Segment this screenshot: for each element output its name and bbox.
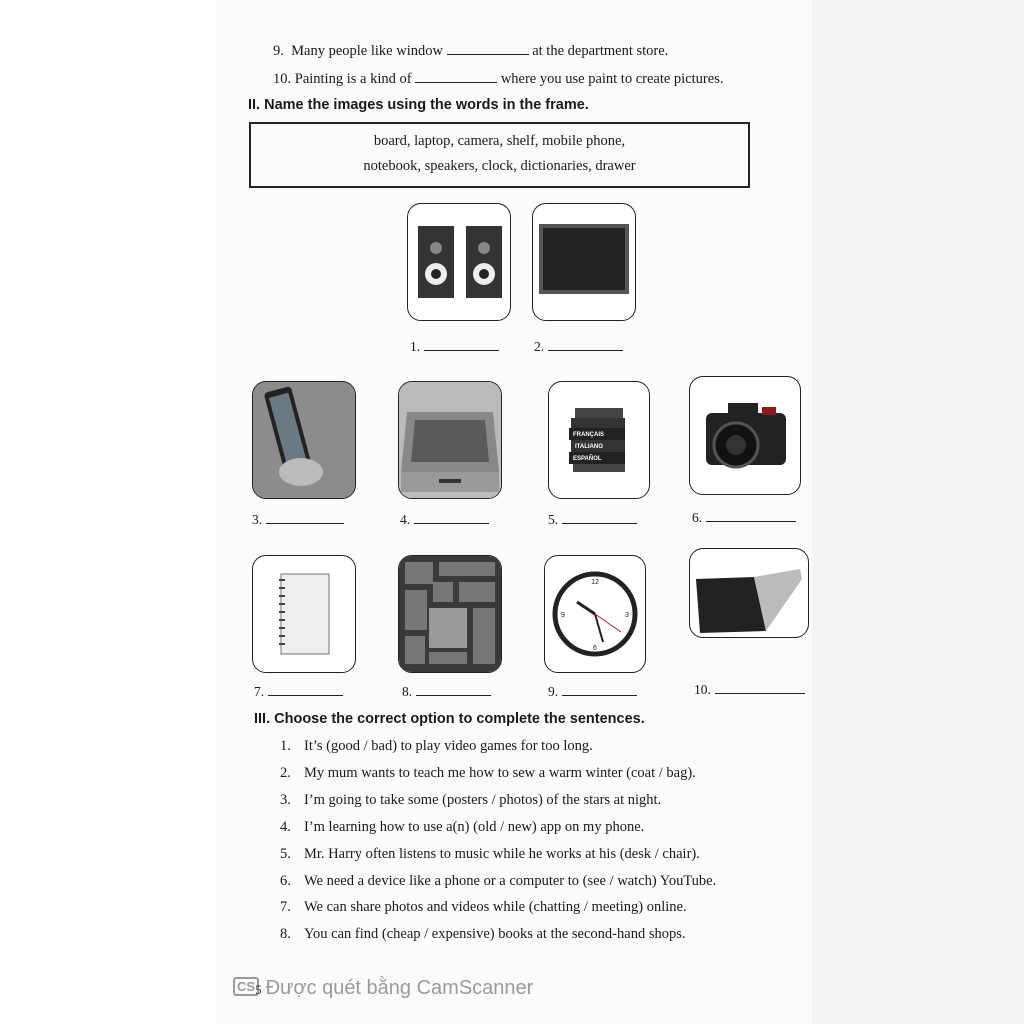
answer-label-3: 3.	[252, 512, 344, 528]
laptop-icon	[689, 548, 809, 638]
answer-label-1: 1.	[410, 339, 499, 355]
sentence-item: 6. We need a device like a phone or a computer to (see / watch) YouTube.	[280, 873, 717, 889]
svg-text:ESPAÑOL: ESPAÑOL	[573, 456, 602, 462]
answer-blank[interactable]	[415, 70, 497, 83]
sentence-item: 5. Mr. Harry often listens to music while he works at his (desk / chair).	[280, 846, 700, 862]
exercise-line-10: 10. Painting is a kind of where you use paint to create pictures.	[273, 71, 724, 87]
section-3-heading: III. Choose the correct option to complete the sentences.	[254, 711, 645, 727]
svg-text:12: 12	[591, 579, 599, 586]
sentence-item: 1. It’s (good / bad) to play video games for too long.	[280, 738, 593, 754]
background-edge	[812, 0, 1024, 1024]
word-frame	[249, 122, 750, 188]
word-list-line-2: notebook, speakers, clock, dictionaries, drawer	[363, 158, 636, 174]
svg-text:FRANÇAIS: FRANÇAIS	[573, 432, 604, 438]
answer-blank[interactable]	[447, 42, 529, 55]
answer-label-6: 6.	[692, 510, 796, 526]
dictionaries-icon	[548, 381, 650, 499]
answer-label-5: 5.	[548, 512, 637, 528]
section-2-heading: II. Name the images using the words in the frame.	[248, 97, 589, 113]
clock-icon	[544, 555, 646, 673]
sentence-item: 3. I’m going to take some (posters / photos) of the stars at night.	[280, 792, 662, 808]
sentence-item: 8. You can find (cheap / expensive) books at the second-hand shops.	[280, 926, 686, 942]
answer-blank[interactable]	[548, 340, 623, 351]
answer-blank[interactable]	[266, 513, 344, 524]
mobile-phone-icon	[252, 381, 356, 499]
answer-label-2: 2.	[534, 339, 623, 355]
answer-blank[interactable]	[562, 513, 637, 524]
answer-label-7: 7.	[254, 684, 343, 700]
camscanner-watermark: CS5 Được quét bằng CamScanner	[233, 977, 533, 1000]
svg-text:9: 9	[561, 612, 565, 619]
exercise-line-9: 9. Many people like window at the department store.	[273, 43, 669, 59]
answer-blank[interactable]	[424, 340, 499, 351]
sentence-item: 4. I’m learning how to use a(n) (old / new) app on my phone.	[280, 819, 645, 835]
answer-blank[interactable]	[414, 513, 489, 524]
svg-text:3: 3	[625, 612, 629, 619]
answer-blank[interactable]	[715, 683, 805, 694]
camscanner-logo: CS	[233, 977, 259, 996]
answer-blank[interactable]	[268, 685, 343, 696]
board-icon	[532, 203, 636, 321]
answer-label-4: 4.	[400, 512, 489, 528]
answer-blank[interactable]	[706, 511, 796, 522]
shelf-icon	[398, 555, 502, 673]
speakers-icon	[407, 203, 511, 321]
camera-icon	[689, 376, 801, 495]
answer-label-8: 8.	[402, 684, 491, 700]
svg-text:ITALIANO: ITALIANO	[575, 444, 603, 450]
answer-blank[interactable]	[416, 685, 491, 696]
page-number: 5	[255, 982, 262, 997]
drawer-icon	[398, 381, 502, 499]
sentence-item: 7. We can share photos and videos while (chatting / meeting) online.	[280, 899, 687, 915]
svg-text:6: 6	[593, 645, 597, 652]
answer-label-10: 10.	[694, 682, 805, 698]
answer-label-9: 9.	[548, 684, 637, 700]
answer-blank[interactable]	[562, 685, 637, 696]
notebook-icon	[252, 555, 356, 673]
word-list-line-1: board, laptop, camera, shelf, mobile phone,	[373, 133, 626, 149]
sentence-item: 2. My mum wants to teach me how to sew a warm winter (coat / bag).	[280, 765, 696, 781]
